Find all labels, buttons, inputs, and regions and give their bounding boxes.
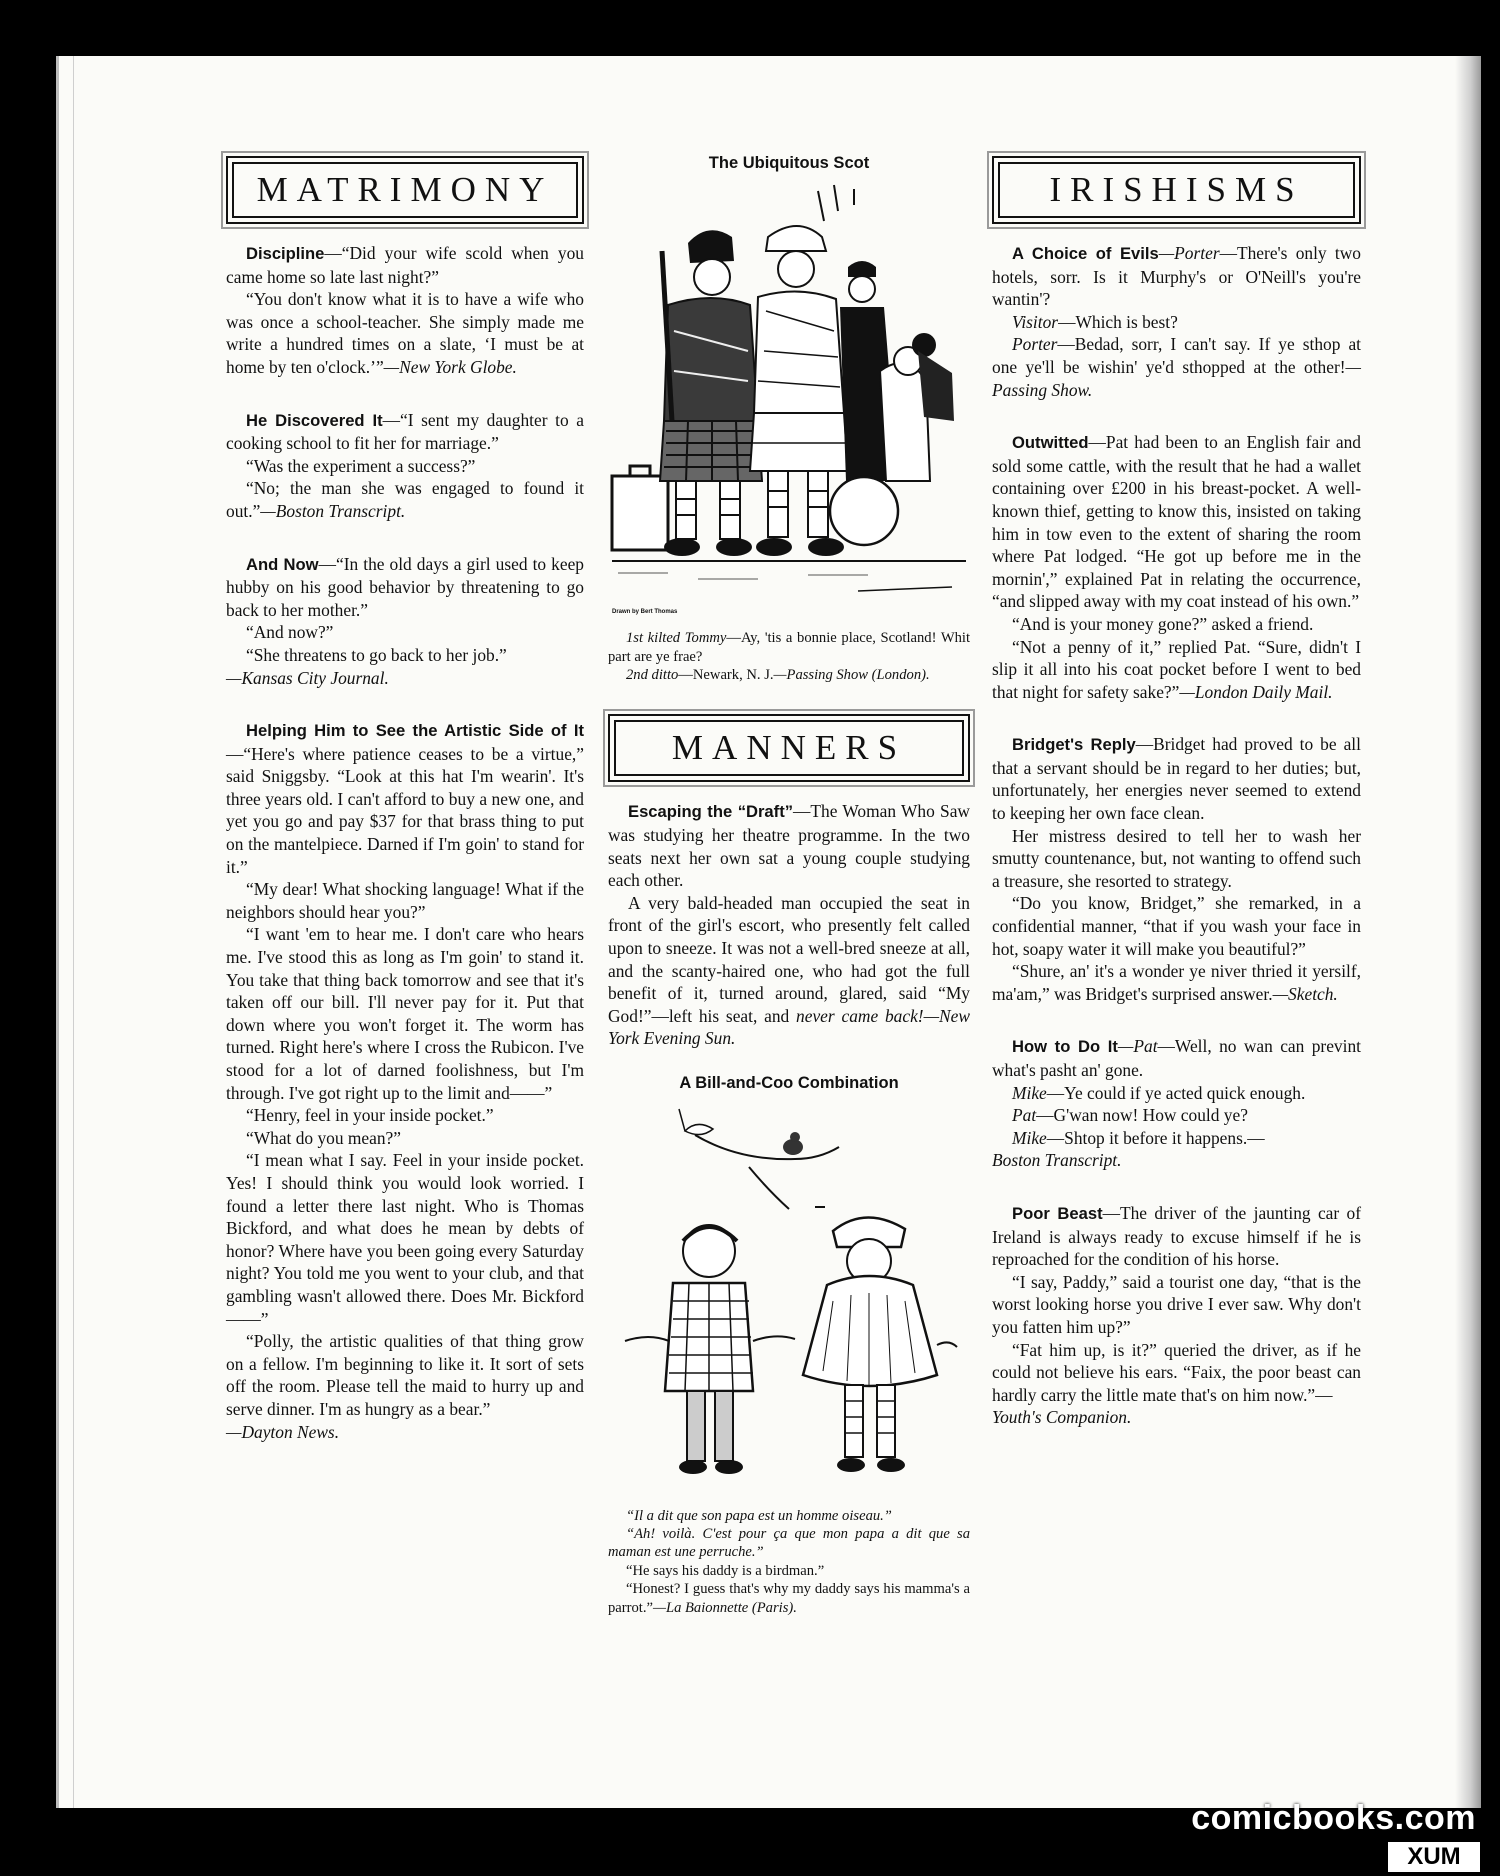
caption-text: —Newark, N. J. — [678, 667, 774, 683]
caption-text: “Honest? I guess that's why my daddy says his mamma's a parrot.” — [608, 1581, 970, 1616]
article-title: Poor Beast — [1012, 1203, 1103, 1223]
speaker: 2nd ditto — [626, 667, 679, 683]
article-text: —“Did your wife scold when you came home so late last night?” — [226, 243, 584, 287]
article-text: —“In the old days a girl used to keep hubby on his good behavior by threatening to go back to her mother.” — [226, 553, 584, 620]
article-text: —The driver of the jaunting car of Ireland is always ready to excuse himself if he is reproached for the condition of his horse. — [992, 1202, 1361, 1270]
article-escaping-the-draft — [608, 800, 970, 1050]
caption-line — [608, 1580, 970, 1617]
section-header-matrimony: MATRIMONY — [232, 162, 578, 218]
article-title: How to Do It — [1012, 1037, 1118, 1057]
article-paragraph — [992, 242, 1361, 311]
article-paragraph: “And is your money gone?” asked a friend. — [1012, 613, 1314, 634]
article-text: —Pat had been to an English fair and sold some cattle, with the result that he had a wallet containing over £200 in his breast-pocket. A well-known thief, getting to know this, insisted on taking him in tow even to the extent of sharing the room where Pat lodged. “He got up before me in the mornin',” explained Pat in relating the occurrence, “and slipped away with my coat instead of his own.” — [992, 432, 1361, 612]
article-paragraph — [992, 1406, 1361, 1429]
article-paragraph: “Was the experiment a success?” — [246, 455, 476, 476]
article-text: “Shure, an' it's a wonder ye niver thried it yersilf, ma'am,” was Bridget's surprised answer. — [992, 961, 1361, 1004]
article-paragraph — [608, 892, 970, 1050]
speaker: Porter — [1012, 334, 1058, 355]
section-header-irishisms: IRISHISMS — [998, 162, 1355, 218]
cartoon-bill-and-coo — [619, 1101, 959, 1501]
speaker: 1st kilted Tommy — [626, 630, 727, 647]
article-paragraph — [226, 667, 584, 690]
article-text: “No; the man she was engaged to found it out.” — [226, 478, 584, 521]
article-text: —Bridget had proved to be all that a servant should be in regard to her duties; but, unfortunately, her energies never seemed to extend to keeping her own face clean. — [992, 734, 1361, 824]
section-header-box — [608, 714, 970, 782]
article-paragraph — [226, 288, 584, 378]
article-credit: —Kansas City Journal. — [226, 667, 389, 688]
caption-text: —Ay, 'tis a bonnie place, Scotland! Whit part are ye frae? — [608, 630, 971, 665]
section-header-box — [992, 156, 1361, 224]
article-paragraph — [992, 733, 1361, 824]
article-he-discovered-it — [226, 409, 584, 523]
cartoon-title: The Ubiquitous Scot — [708, 154, 870, 172]
speaker: Mike — [1012, 1127, 1047, 1148]
article-paragraph — [992, 1127, 1361, 1150]
article-emphasis: never came back! — [796, 1005, 924, 1026]
article-text: —Bedad, sorr, I can't say. If ye sthop at one ye'll be wishin' ye'd sthopped at the other! — [992, 334, 1361, 377]
article-text: —Shtop it before it happens.— — [1046, 1127, 1265, 1148]
article-title: A Choice of Evils — [1012, 244, 1159, 263]
article-text: —The Woman Who Saw was studying her theatre programme. In the two seats next her own sat a young couple studying each other. — [608, 801, 970, 891]
article-paragraph: “My dear! What shocking language! What if the neighbors should hear you?” — [226, 879, 584, 922]
article-credit: —New York Globe. — [383, 356, 517, 377]
article-text: A very bald-headed man occupied the seat in front of the girl's escort, who presently felt called upon to sneeze. It was not a well-bred sneeze at all, and the scanty-haired one, who had got the full benefit of it, turned around, glared, said “My God!”—left his seat, and — [608, 892, 970, 1026]
article-paragraph — [992, 333, 1361, 401]
caption-credit: —La Baionnette (Paris). — [652, 1599, 797, 1616]
article-paragraph: “Fat him up, is it?” queried the driver, as if he could not believe his ears. “Faix, the poor beast can hardly carry the little mate that's on him now.”— — [992, 1339, 1361, 1405]
speaker: —Porter — [1158, 243, 1220, 263]
article-paragraph — [226, 553, 584, 622]
article-paragraph: “I want 'em to hear me. I don't care who hears me. I've stood this as long as I'm goin' to stand it. You take that thing back tomorrow and see that it's taken off our bill. I'll never pay for it. Put that down where you won't forget it. The worm has turned. Right here's where I cross the Rubicon. I've stood for a lot of darned foolishness, but I'm through. I've got right up to the limit and——” — [226, 924, 584, 1103]
speaker: Visitor — [1012, 311, 1059, 332]
article-paragraph — [226, 719, 584, 878]
article-text: —G'wan now! How could ye? — [1036, 1105, 1248, 1126]
caption-credit: —Passing Show (London). — [773, 667, 930, 683]
caption-line — [608, 666, 970, 684]
article-paragraph: “And now?” — [246, 622, 334, 643]
section-header-box — [226, 156, 584, 224]
article-paragraph — [992, 1082, 1361, 1105]
caption-line: “Ah! voilà. C'est pour ça que mon papa a dit que sa maman est une perruche.” — [608, 1525, 970, 1561]
article-paragraph: “She threatens to go back to her job.” — [246, 644, 507, 665]
article-discipline — [226, 242, 584, 379]
artist-credit: Drawn by Bert Thomas — [612, 608, 678, 615]
article-poor-beast — [992, 1202, 1361, 1429]
article-text: —Well, no wan can prevint what's pasht an' gone. — [992, 1036, 1361, 1080]
column-irishisms — [992, 150, 1361, 1459]
article-paragraph — [226, 242, 584, 288]
article-paragraph: “Polly, the artistic qualities of that thing grow on a fellow. I'm beginning to like it. It sort of sets off the room. Please tell the maid to hurry up and serve dinner. I'm as hungry as a bear.” — [226, 1331, 584, 1419]
caption-line: “Il a dit que son papa est un homme oiseau.” — [626, 1507, 892, 1524]
article-paragraph — [226, 477, 584, 522]
article-title: Bridget's Reply — [1012, 735, 1136, 755]
article-credit: —Sketch. — [1272, 983, 1338, 1004]
article-title: And Now — [246, 554, 319, 574]
article-credit: —New York Evening Sun. — [608, 1005, 970, 1049]
article-paragraph: “Do you know, Bridget,” she remarked, in a confidential manner, “that if you wash your face in hot, soapy water it will make you beautiful?” — [992, 893, 1361, 959]
article-text: —Ye could if ye acted quick enough. — [1046, 1082, 1306, 1103]
article-title: Escaping the “Draft” — [628, 802, 794, 822]
article-title: Helping Him to See the Artistic Side of It — [246, 721, 584, 741]
caption-line — [608, 629, 970, 666]
article-choice-of-evils — [992, 242, 1361, 401]
article-paragraph: “I mean what I say. Feel in your inside pocket. Yes! I should think you would look worried. I found a letter there last night. Who is Thomas Bickford, and what does he mean by debts of honor? Where have you been going every Saturday night? You told me you went to your club, and that gambling wasn't allowed there. Does Mr. Bickford——” — [226, 1150, 584, 1329]
article-credit: —Passing Show. — [992, 356, 1361, 400]
article-paragraph: “I say, Paddy,” said a tourist one day, “that is the worst looking horse you drive I ever saw. Why don't you fatten him up?” — [992, 1271, 1361, 1337]
article-text: “You don't know what it is to have a wife who was once a school-teacher. She simply made me write a hundred times on a slate, ‘I must be at home by ten o'clock.’” — [226, 289, 584, 377]
article-helping-him — [226, 719, 584, 1443]
article-paragraph — [992, 1149, 1361, 1172]
article-text: —There's only two hotels, sorr. Is it Murphy's or O'Neill's you're wantin'? — [992, 243, 1361, 310]
article-paragraph — [992, 1035, 1361, 1081]
cartoon-caption-bill-and-coo — [608, 1507, 970, 1617]
article-text: —“Here's where patience ceases to be a virtue,” said Sniggsby. “Look at this hat I'm wearin'. It's three years old. I can't afford to buy a new one, and yet you go and pay $37 for that brass thing to put on the mantelpiece. Darned if I'm goin' to stand for it.” — [226, 743, 584, 877]
article-paragraph — [992, 311, 1361, 334]
article-bridgets-reply — [992, 733, 1361, 1005]
column-middle — [608, 150, 970, 1617]
speaker: —Pat — [1117, 1036, 1158, 1057]
article-paragraph — [992, 1202, 1361, 1271]
article-text: “Not a penny of it,” replied Pat. “Sure, didn't I slip it all into his coat pocket before I went to bed that night for safety sake?” — [992, 636, 1361, 702]
article-paragraph — [992, 636, 1361, 704]
article-credit: —Boston Transcript. — [260, 500, 406, 521]
article-paragraph — [226, 1421, 584, 1444]
cartoon-caption-scot — [608, 629, 970, 684]
article-paragraph — [226, 409, 584, 455]
page-edge — [63, 56, 74, 1808]
article-paragraph — [992, 431, 1361, 613]
article-how-to-do-it — [992, 1035, 1361, 1172]
article-paragraph — [992, 960, 1361, 1005]
article-title: Discipline — [246, 244, 325, 263]
speaker: Pat — [1012, 1105, 1037, 1126]
speaker: Mike — [1012, 1082, 1047, 1103]
article-paragraph: Her mistress desired to tell her to wash her smutty countenance, but, not wanting to offend such a treasure, she resorted to strategy. — [992, 825, 1361, 891]
article-paragraph: “What do you mean?” — [246, 1127, 401, 1148]
watermark-site: comicbooks.com — [1191, 1799, 1476, 1837]
article-credit: Youth's Companion. — [992, 1407, 1132, 1428]
article-paragraph — [992, 1104, 1361, 1127]
watermark-badge: XUM — [1388, 1842, 1480, 1872]
page-spine-shadow — [1455, 56, 1481, 1808]
article-title: Outwitted — [1012, 433, 1089, 453]
article-credit: —Dayton News. — [226, 1421, 340, 1442]
caption-line: “He says his daddy is a birdman.” — [626, 1562, 825, 1579]
article-outwitted — [992, 431, 1361, 703]
article-paragraph: “Henry, feel in your inside pocket.” — [246, 1105, 494, 1126]
section-header-manners: MANNERS — [614, 720, 964, 776]
article-paragraph — [608, 800, 970, 891]
cartoon-title: A Bill-and-Coo Combination — [679, 1073, 899, 1092]
article-and-now — [226, 553, 584, 690]
article-title: He Discovered It — [246, 410, 383, 430]
article-text: —“I sent my daughter to a cooking school to fit her for marriage.” — [226, 409, 584, 454]
article-text: —Which is best? — [1058, 311, 1178, 332]
cartoon-ubiquitous-scot — [608, 181, 970, 601]
article-credit: Boston Transcript. — [992, 1150, 1122, 1171]
column-matrimony — [226, 150, 584, 1473]
article-credit: —London Daily Mail. — [1179, 681, 1333, 702]
